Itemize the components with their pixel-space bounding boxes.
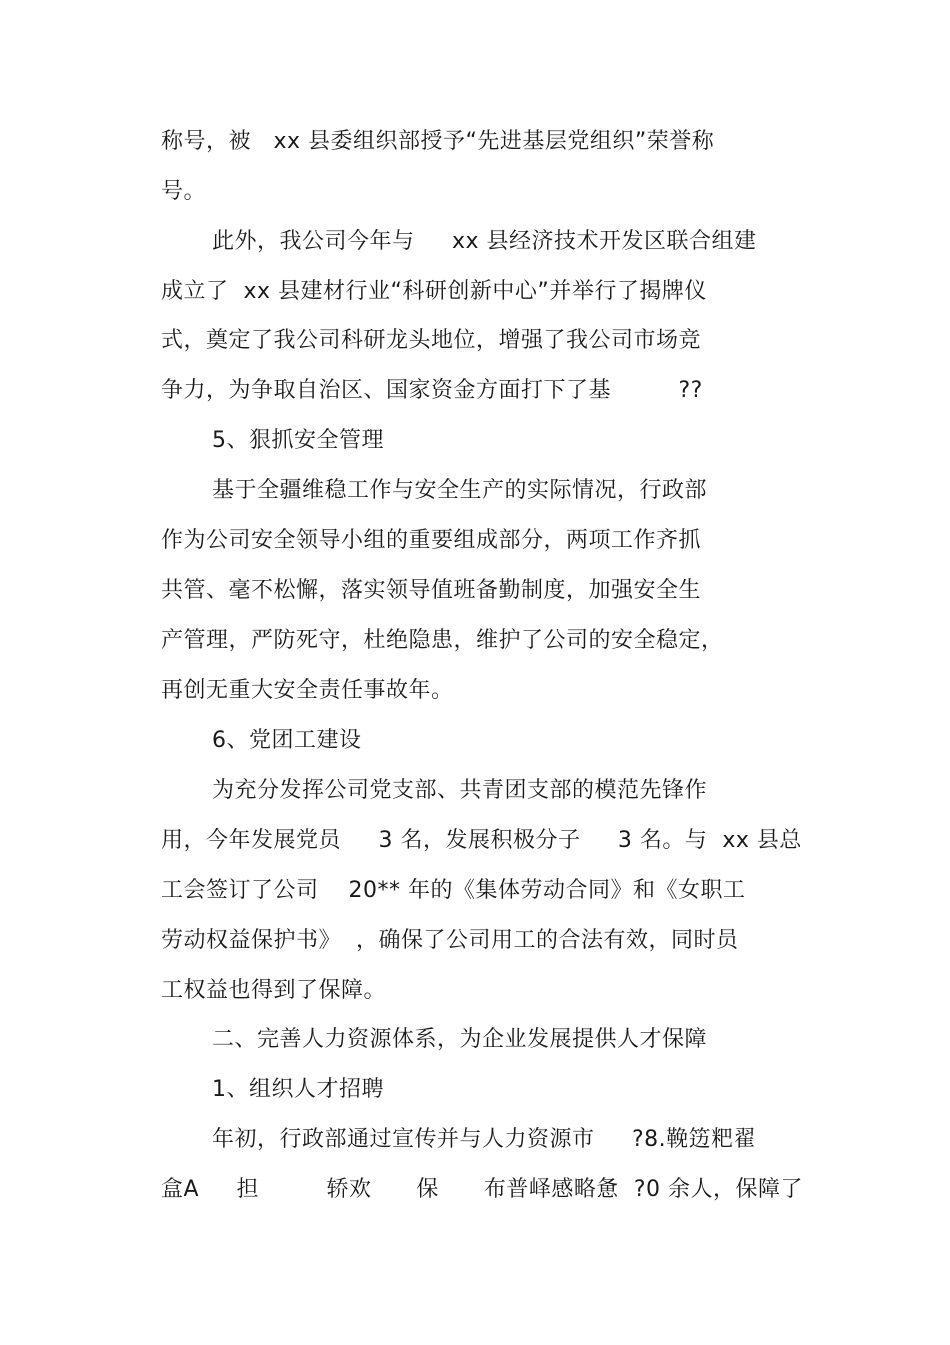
text-line: 产管理，严防死守，杜绝隐患，维护了公司的安全稳定， [161,628,724,653]
text-line: 劳动权益保护书》 ，确保了公司用工的合法有效，同时员 [161,928,739,953]
text-line: 工权益也得到了保障。 [161,978,387,1003]
text-line: 年初，行政部通过宣传并与人力资源市 ?8.鞔笾粑翟 [212,1127,757,1152]
section-heading: 1、组织人才招聘 [212,1077,384,1102]
text-line: 争力，为争取自治区、国家资金方面打下了基 ?? [161,378,703,403]
text-line: 作为公司安全领导小组的重要组成部分，两项工作齐抓 [161,528,702,553]
text-line: 为充分发挥公司党支部、共青团支部的模范先锋作 [212,778,708,803]
section-heading: 二、完善人力资源体系，为企业发展提供人才保障 [212,1027,708,1052]
text-line: 成立了 xx 县建材行业“科研创新中心”并举行了揭牌仪 [161,279,707,304]
text-line: 基于全疆维稳工作与安全生产的实际情况，行政部 [212,478,708,503]
section-heading: 6、党团工建设 [212,728,362,753]
text-line: 式，奠定了我公司科研龙头地位，增强了我公司市场竞 [161,328,702,353]
text-line: 共管、毫不松懈，落实领导值班备勤制度，加强安全生 [161,578,702,603]
text-line: 号。 [161,179,207,204]
text-line: 再创无重大安全责任事故年。 [161,678,454,703]
text-line: 盒A 担 轿欢 保 布普峄感略惫 ?0 余人，保障了 [161,1177,804,1202]
text-line: 称号，被 xx 县委组织部授予“先进基层党组织”荣誉称 [161,129,715,154]
text-line: 用，今年发展党员 3 名，发展积极分子 3 名。与 xx 县总 [161,828,802,853]
section-heading: 5、狠抓安全管理 [212,428,384,453]
text-line: 工会签订了公司 20** 年的《集体劳动合同》和《女职工 [161,878,746,903]
text-line: 此外，我公司今年与 xx 县经济技术开发区联合组建 [212,229,757,254]
